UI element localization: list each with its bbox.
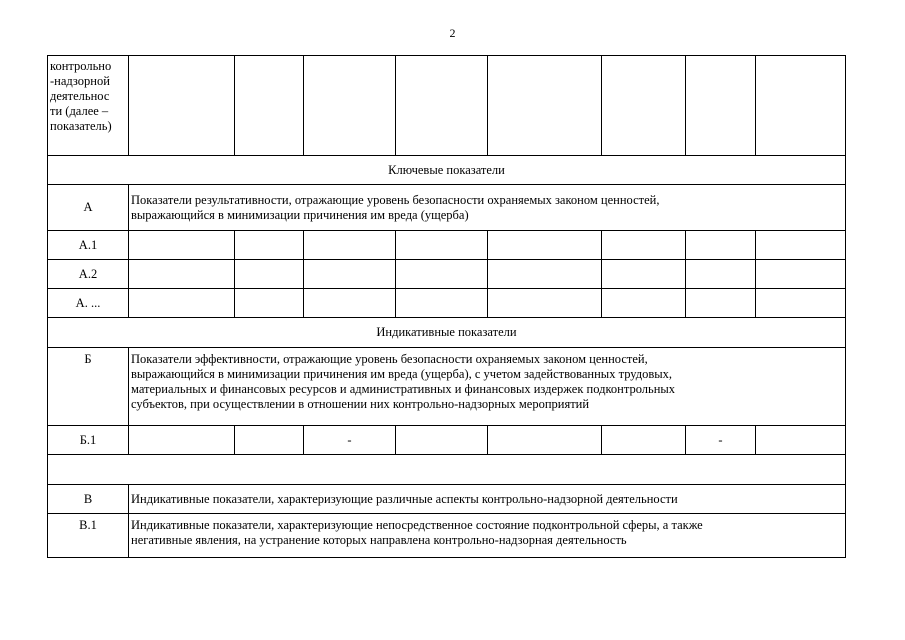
empty-cell: [686, 231, 756, 260]
empty-cell: [602, 426, 686, 455]
empty-cell: [235, 289, 304, 318]
header-fragment-line: контрольно: [50, 59, 112, 73]
empty-cell: [129, 56, 235, 156]
row-code: В.1: [48, 514, 129, 558]
empty-cell: [304, 56, 396, 156]
empty-cell: [686, 56, 756, 156]
empty-cell: [129, 231, 235, 260]
header-fragment-line: деятельнос: [50, 89, 110, 103]
description-line: негативные явления, на устранение которых направлена контрольно-надзорная деятельность: [131, 533, 627, 547]
section-row: [48, 156, 846, 185]
empty-cell: [304, 289, 396, 318]
empty-cell: [756, 426, 846, 455]
row-code: А. ...: [48, 289, 129, 318]
empty-cell: [488, 231, 602, 260]
indicators-table: [47, 55, 846, 558]
header-fragment-line: ти (далее –: [50, 104, 109, 118]
description-line: выражающийся в минимизации причинения им вреда (ущерба), с учетом задействованных трудовых,: [131, 367, 673, 381]
header-fragment-line: -надзорной: [50, 74, 110, 88]
row-code: Б.1: [48, 426, 129, 455]
table-row: [48, 260, 846, 289]
description-line: выражающийся в минимизации причинения им вреда (ущерба): [131, 207, 469, 222]
empty-cell: [396, 289, 488, 318]
table-row: [48, 426, 846, 455]
empty-cell: [602, 56, 686, 156]
empty-cell: [129, 260, 235, 289]
description-line: субъектов, при осуществлении в отношении них контрольно-надзорных мероприятий: [131, 397, 590, 411]
empty-cell: [129, 426, 235, 455]
empty-cell: [235, 231, 304, 260]
empty-cell: [396, 260, 488, 289]
empty-cell: [396, 231, 488, 260]
empty-cell: [602, 260, 686, 289]
table-row: [48, 56, 846, 156]
empty-cell: [488, 260, 602, 289]
section-key-indicators: Ключевые показатели: [48, 156, 846, 185]
table-row: [48, 231, 846, 260]
table-row: [48, 514, 846, 558]
row-code: В: [48, 485, 129, 514]
empty-cell: [488, 426, 602, 455]
empty-cell: [129, 289, 235, 318]
empty-cell: [235, 56, 304, 156]
empty-cell: [396, 56, 488, 156]
row-description: Индикативные показатели, характеризующие различные аспекты контрольно-надзорной деятельности: [129, 485, 846, 514]
description-line: материальных и финансовых ресурсов и административных и финансовых издержек подконтрольных: [131, 382, 676, 396]
row-code: А: [48, 185, 129, 231]
description-line: Индикативные показатели, характеризующие непосредственное состояние подконтрольной сферы, а также: [131, 518, 703, 532]
empty-cell: [235, 260, 304, 289]
empty-cell: [756, 260, 846, 289]
row-code: А.2: [48, 260, 129, 289]
row-code: Б: [48, 348, 129, 426]
row-description: [129, 185, 846, 231]
page-number: 2: [449, 26, 456, 40]
row-code: А.1: [48, 231, 129, 260]
empty-cell: [602, 231, 686, 260]
table-row: [48, 348, 846, 426]
description-line: Показатели эффективности, отражающие уровень безопасности охраняемых законом ценностей,: [131, 352, 648, 366]
row-description: [129, 514, 846, 558]
section-indicative-indicators: Индикативные показатели: [48, 318, 846, 348]
section-row: [48, 318, 846, 348]
row-description: [129, 348, 846, 426]
table-row: [48, 185, 846, 231]
empty-cell: [756, 289, 846, 318]
empty-cell: [488, 289, 602, 318]
empty-cell: [602, 289, 686, 318]
empty-cell: [686, 260, 756, 289]
empty-row: [48, 455, 846, 485]
table-row: [48, 289, 846, 318]
dash-cell: -: [304, 426, 396, 455]
empty-cell: [488, 56, 602, 156]
empty-cell: [396, 426, 488, 455]
description-line: Показатели результативности, отражающие уровень безопасности охраняемых законом ценностей,: [131, 192, 660, 207]
header-fragment-line: показатель): [50, 119, 112, 133]
empty-cell: [304, 231, 396, 260]
table-row: [48, 485, 846, 514]
dash-cell: -: [686, 426, 756, 455]
header-fragment-cell: [48, 56, 129, 156]
empty-cell: [756, 56, 846, 156]
empty-cell: [756, 231, 846, 260]
empty-merged-cell: [48, 455, 846, 485]
empty-cell: [304, 260, 396, 289]
empty-cell: [235, 426, 304, 455]
empty-cell: [686, 289, 756, 318]
